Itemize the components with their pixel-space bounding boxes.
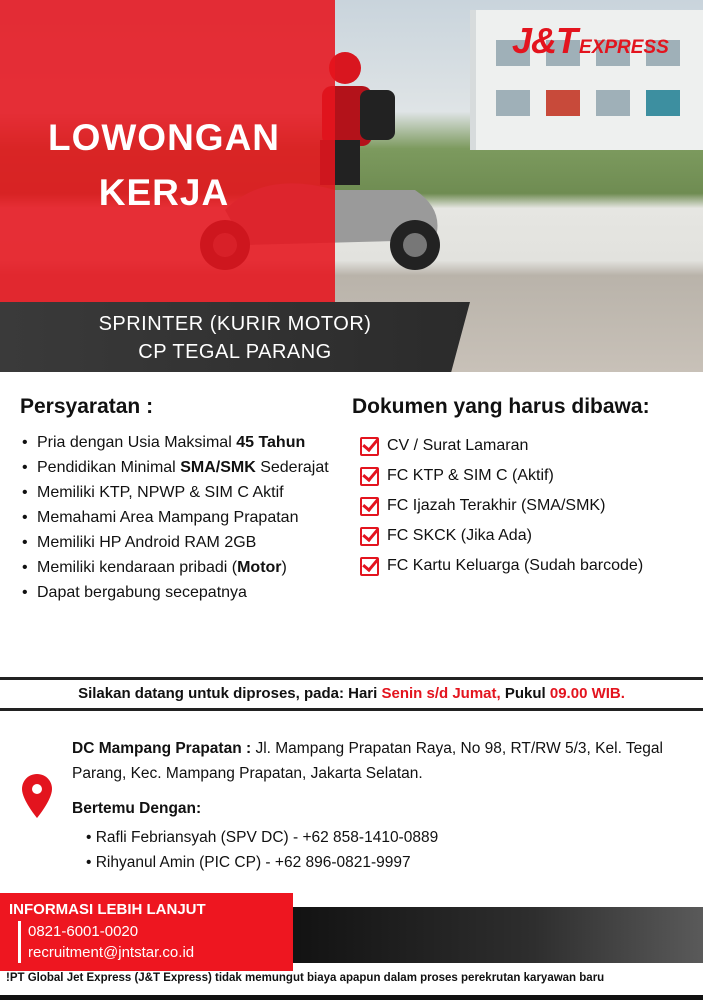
requirement-item: • Pendidikan Minimal SMA/SMK Sederajat	[22, 455, 342, 480]
requirement-item: • Memahami Area Mampang Prapatan	[22, 505, 342, 530]
address-block	[72, 736, 692, 875]
position-location: CP TEGAL PARANG	[138, 341, 332, 363]
location-pin-icon	[22, 774, 52, 818]
footer-dark-bar	[280, 907, 703, 963]
info-phone[interactable]: 0821-6001-0020	[28, 923, 139, 940]
documents-list	[360, 431, 643, 581]
disclaimer: !PT Global Jet Express (J&T Express) tidak memungut biaya apapun dalam proses perekrutan karyawan baru	[6, 972, 605, 984]
requirement-item: • Memiliki KTP, NPWP & SIM C Aktif	[22, 480, 342, 505]
document-item: FC Kartu Keluarga (Sudah barcode)	[360, 551, 643, 581]
requirements-list	[22, 430, 342, 605]
contact-item: • Rihyanul Amin (PIC CP) - +62 896-0821-9997	[86, 850, 692, 875]
requirement-item: • Dapat bergabung secepatnya	[22, 580, 342, 605]
schedule-band: Silakan datang untuk diproses, pada: Hari Senin s/d Jumat, Pukul 09.00 WIB.	[0, 677, 703, 711]
contact-item: • Rafli Febriansyah (SPV DC) - +62 858-1410-0889	[86, 825, 692, 850]
requirement-item: • Memiliki HP Android RAM 2GB	[22, 530, 342, 555]
document-item: CV / Surat Lamaran	[360, 431, 643, 461]
checkbox-checked-icon	[360, 467, 379, 486]
title-line-1: LOWONGAN	[47, 117, 281, 158]
checkbox-checked-icon	[360, 557, 379, 576]
position-title: SPRINTER (KURIR MOTOR)	[98, 313, 372, 335]
requirement-item: • Memiliki kendaraan pribadi (Motor)	[22, 555, 342, 580]
jnt-express-logo: J&T EXPRESS	[512, 20, 669, 61]
info-email[interactable]: recruitment@jntstar.co.id	[28, 944, 195, 961]
more-info-title: INFORMASI LEBIH LANJUT	[9, 901, 206, 918]
meet-heading: Bertemu Dengan:	[72, 800, 202, 817]
requirements-heading: Persyaratan :	[20, 395, 154, 418]
checkbox-checked-icon	[360, 527, 379, 546]
document-item: FC KTP & SIM C (Aktif)	[360, 461, 643, 491]
requirement-item: • Pria dengan Usia Maksimal 45 Tahun	[22, 430, 342, 455]
address-text: Jl. Mampang Prapatan Raya, No 98, RT/RW 5/3, Kel. Tegal Parang, Kec. Mampang Prapatan, Jakarta Selatan.	[72, 740, 663, 782]
document-item: FC SKCK (Jika Ada)	[360, 521, 643, 551]
address-name: DC Mampang Prapatan :	[72, 740, 252, 757]
documents-heading: Dokumen yang harus dibawa:	[352, 395, 650, 418]
title-line-2: KERJA	[98, 172, 230, 213]
checkbox-checked-icon	[360, 437, 379, 456]
bottom-divider	[0, 995, 703, 1000]
more-info-box	[0, 893, 293, 971]
document-item: FC Ijazah Terakhir (SMA/SMK)	[360, 491, 643, 521]
checkbox-checked-icon	[360, 497, 379, 516]
hero-title	[36, 110, 292, 220]
